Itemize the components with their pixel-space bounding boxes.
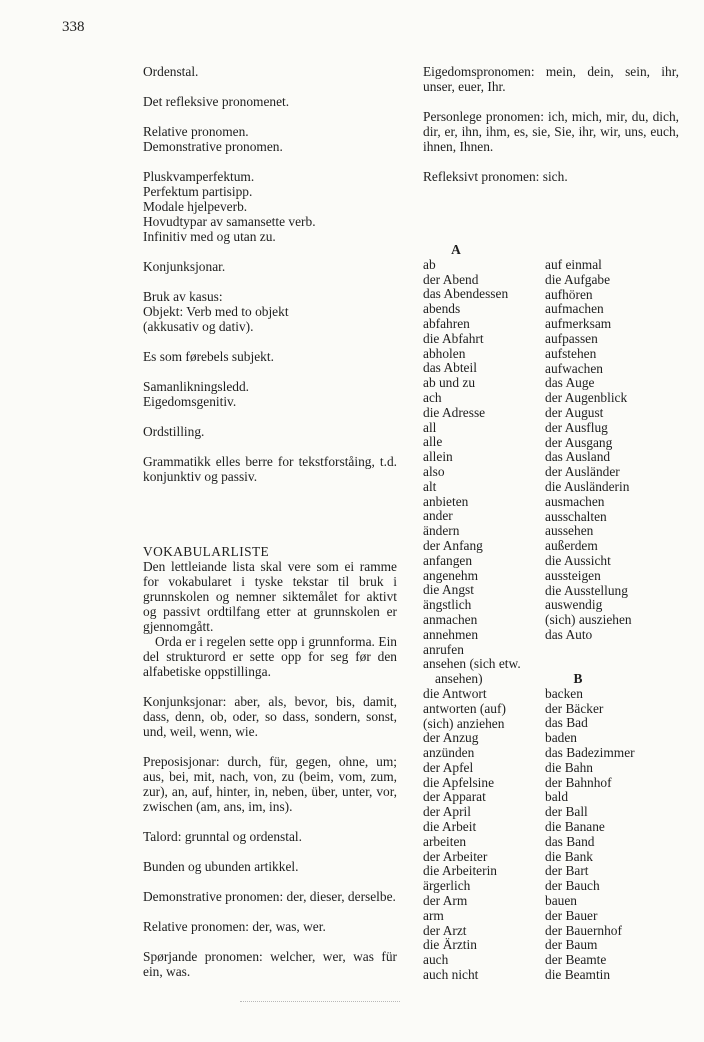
preposisjonar-paragraph: Preposisjonar: durch, für, gegen, ohne, um; aus, bei, mit, nach, von, zu (beim, vom, zum, zur), an, auf, hinter, in, neben, über, unter, vor, zwischen (am, ans, im, ins). [143, 754, 397, 814]
vocab-entry: das Abteil [423, 360, 477, 376]
vocab-entry: aufhören [545, 286, 593, 302]
vocab-entry: aufwachen [545, 360, 603, 376]
vocab-entry: der Bart [545, 863, 589, 879]
vocab-entry: der Bauch [545, 878, 600, 894]
vocab-entry: bauen [545, 892, 577, 908]
vocab-entry: der August [545, 404, 604, 420]
vocab-entry: allein [423, 449, 453, 465]
vocab-entry: bald [545, 789, 569, 805]
vocabulary-heading: VOKABULARLISTE [143, 544, 270, 559]
spacer [143, 274, 397, 289]
vocab-entry: ab und zu [423, 375, 476, 391]
vocab-entry: die Arbeiterin [423, 863, 497, 879]
vocab-entry: die Ausländerin [545, 478, 630, 494]
grammar-topic: Grammatikk elles berre for tekstforståing, t.d. konjunktiv og passiv. [143, 454, 397, 484]
demonstrative-paragraph: Demonstrative pronomen: der, dieser, derselbe. [143, 889, 396, 904]
vocab-entry: also [423, 463, 445, 479]
vocab-entry: der Bäcker [545, 700, 604, 716]
vocab-entry: ändern [423, 523, 460, 539]
vocab-entry: ärgerlich [423, 878, 471, 894]
vocab-entry: die Bank [545, 848, 593, 864]
vocab-entry: anbieten [423, 493, 469, 509]
talord-paragraph: Talord: grunntal og ordenstal. [143, 829, 302, 844]
spacer [143, 109, 397, 124]
grammar-topic: Modale hjelpeverb. [143, 199, 248, 214]
vocab-entry: (sich) ausziehen [545, 612, 632, 628]
spacer [143, 79, 397, 94]
vocab-entry: aufmachen [545, 301, 604, 317]
eigedom-paragraph: Eigedomspronomen: mein, dein, sein, ihr, unser, euer, Ihr. [423, 64, 679, 94]
vocab-entry: das Bad [545, 715, 588, 731]
vocab-entry: anzünden [423, 745, 475, 761]
vocab-entry: annehmen [423, 626, 479, 642]
vocab-column-c [545, 672, 667, 983]
pronoun-section [423, 64, 679, 184]
vocab-entry: ab [423, 256, 436, 272]
vocab-entry: der Arzt [423, 922, 467, 938]
grammar-topics-list [143, 64, 397, 484]
vocab-entry: abends [423, 301, 461, 317]
artikkel-paragraph: Bunden og ubunden artikkel. [143, 859, 299, 874]
vocab-entry: die Banane [545, 818, 605, 834]
vocab-entry: baden [545, 730, 577, 746]
vocab-entry: anrufen [423, 641, 464, 657]
vocab-entry: ansehen (sich etw. [423, 656, 521, 672]
vocab-entry: aufmerksam [545, 316, 612, 332]
vocab-entry: der Beamte [545, 952, 607, 968]
vocab-entry: das Auge [545, 375, 595, 391]
vocab-entry: die Ausstellung [545, 582, 628, 598]
vocab-entry: die Antwort [423, 685, 487, 701]
letter-b-heading: B [573, 671, 583, 686]
vocab-entry: das Band [545, 833, 595, 849]
vocab-entry: die Angst [423, 582, 474, 598]
vocab-entry: die Adresse [423, 404, 486, 420]
vocab-entry: abfahren [423, 315, 470, 331]
spacer [143, 244, 397, 259]
vocab-entry: der Apfel [423, 759, 474, 775]
vocab-entry: angenehm [423, 567, 479, 583]
vocab-entry: der Augenblick [545, 390, 628, 406]
grammar-topic: Det refleksive pronomenet. [143, 94, 290, 109]
vocab-entry: der Ausflug [545, 419, 608, 435]
vocab-entry: ander [423, 508, 453, 524]
spacer [143, 439, 397, 454]
vocab-entry: das Abendessen [423, 286, 509, 302]
vocab-entry: backen [545, 685, 583, 701]
vocab-entry: anmachen [423, 611, 478, 627]
footer-rule [240, 1001, 400, 1002]
vocab-entry: die Arbeit [423, 819, 477, 835]
vocab-entry: der Ausgang [545, 434, 613, 450]
vocab-entry: außerdem [545, 538, 598, 554]
vocab-entry: aussehen [545, 523, 594, 539]
vocab-entry: auch [423, 952, 449, 968]
vocab-entry: das Badezimmer [545, 744, 635, 760]
spacer [143, 334, 397, 349]
vocab-column-a [423, 243, 545, 983]
vocab-entry: der Anzug [423, 730, 479, 746]
relative-paragraph: Relative pronomen: der, was, wer. [143, 919, 326, 934]
vocab-entry: der Abend [423, 271, 479, 287]
vocab-entry: auch nicht [423, 967, 479, 983]
vocab-entry: das Ausland [545, 449, 611, 465]
grammar-topic: Pluskvamperfektum. [143, 169, 255, 184]
vocab-entry: die Abfahrt [423, 330, 484, 346]
spacer [143, 154, 397, 169]
grammar-topic: Perfektum partisipp. [143, 184, 253, 199]
intro-paragraph-1: Den lettleiande lista skal vere som ei ramme for vokabularet i tyske tekstar til bruk i grunnskolen og nemner siktemålet for aktivt og passivt ordtilfang etter at grunnskolen er gjennomgått. [143, 559, 397, 634]
vocab-entry: das Auto [545, 626, 593, 642]
personlege-paragraph: Personlege pronomen: ich, mich, mir, du, dich, dir, er, ihn, ihm, es, sie, Sie, ihr, wir, uns, euch, ihnen, Ihnen. [423, 109, 679, 154]
vocab-entry: ausmachen [545, 493, 605, 509]
vocab-entry: die Aufgabe [545, 271, 611, 287]
vocab-entry: der Arbeiter [423, 848, 488, 864]
vocab-entry: der Ausländer [545, 464, 620, 480]
grammar-topic: Bruk av kasus: [143, 289, 223, 304]
vocab-entry: ausschalten [545, 508, 607, 524]
grammar-topic: Es som førebels subjekt. [143, 349, 274, 364]
grammar-topic: Ordenstal. [143, 64, 199, 79]
intro-paragraph-2: Orda er i regelen sette opp i grunnforma. Ein del strukturord er sette opp for seg før den alfabetiske oppstillinga. [143, 634, 397, 679]
spacer [143, 409, 397, 424]
sporjande-paragraph: Spørjande pronomen: welcher, wer, was für ein, was. [143, 949, 397, 979]
vocab-entry: auf einmal [545, 257, 602, 272]
grammar-topic: (akkusativ og dativ). [143, 319, 254, 334]
page-number: 338 [62, 19, 85, 35]
grammar-topic: Objekt: Verb med to objekt [143, 304, 289, 319]
vocab-entry: ansehen) [435, 671, 483, 687]
vocab-entry: alle [423, 434, 443, 450]
vocab-entry: arm [423, 907, 444, 923]
vocab-entry: der Bauernhof [545, 922, 622, 938]
spacer [143, 364, 397, 379]
vocab-entry: die Ärztin [423, 937, 477, 953]
vocab-column-b [545, 258, 667, 643]
vocab-entry: die Aussicht [545, 552, 611, 568]
konjunksjonar-paragraph: Konjunksjonar: aber, als, bevor, bis, damit, dass, denn, ob, oder, so dass, sondern, sonst, und, weil, wenn, wie. [143, 694, 397, 739]
grammar-topic: Eigedomsgenitiv. [143, 394, 237, 409]
vocab-entry: der Arm [423, 893, 468, 909]
vocab-entry: die Bahn [545, 759, 593, 775]
vocab-entry: die Beamtin [545, 966, 611, 982]
vocab-entry: antworten (auf) [423, 700, 506, 716]
left-column [143, 64, 397, 979]
refleksivt-paragraph: Refleksivt pronomen: sich. [423, 169, 568, 184]
vocab-entry: anfangen [423, 552, 473, 568]
vocab-entry: ängstlich [423, 597, 472, 613]
grammar-topic: Demonstrative pronomen. [143, 139, 283, 154]
grammar-topic: Relative pronomen. [143, 124, 249, 139]
vocab-entry: der Anfang [423, 537, 483, 553]
vocab-entry: auswendig [545, 597, 603, 613]
vocab-entry: aufstehen [545, 345, 597, 361]
vocab-entry: (sich) anziehen [423, 715, 505, 731]
vocab-entry: der Ball [545, 804, 588, 820]
vocab-entry: aussteigen [545, 567, 601, 583]
vocab-entry: der April [423, 804, 471, 820]
vocab-entry: der Bauer [545, 907, 598, 923]
vocab-entry: der Bahnhof [545, 774, 612, 790]
vocab-entry: alt [423, 478, 437, 494]
vocab-entry: ach [423, 389, 442, 405]
vocab-entry: arbeiten [423, 833, 467, 849]
vocab-entry: der Apparat [423, 789, 486, 805]
grammar-topic: Hovudtypar av samansette verb. [143, 214, 316, 229]
vocab-entry: aufpassen [545, 330, 598, 346]
grammar-topic: Infinitiv med og utan zu. [143, 229, 276, 244]
grammar-topic: Samanlikningsledd. [143, 379, 250, 394]
letter-a-heading: A [451, 242, 461, 257]
grammar-topic: Konjunksjonar. [143, 259, 226, 274]
vocab-entry: die Apfelsine [423, 774, 495, 790]
grammar-topic: Ordstilling. [143, 424, 205, 439]
vocab-entry: der Baum [545, 937, 598, 953]
vocab-entry: abholen [423, 345, 466, 361]
vocab-entry: all [423, 419, 437, 435]
